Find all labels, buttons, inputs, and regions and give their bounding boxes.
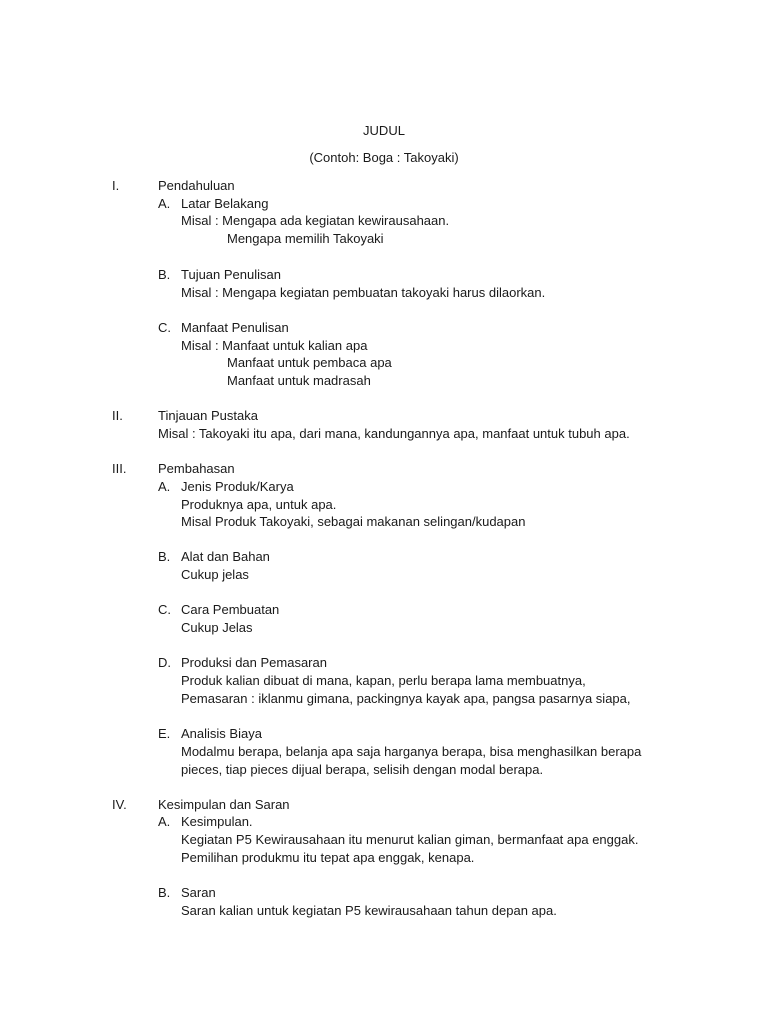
section-numeral: II. bbox=[112, 408, 123, 423]
body-line: Misal : Takoyaki itu apa, dari mana, kandungannya apa, manfaat untuk tubuh apa. bbox=[158, 426, 630, 441]
subsection-heading: Tujuan Penulisan bbox=[181, 267, 281, 282]
section-numeral: III. bbox=[112, 461, 127, 476]
subsection-letter: A. bbox=[158, 196, 171, 211]
subsection-letter: A. bbox=[158, 814, 171, 829]
body-line: Pemasaran : iklanmu gimana, packingnya kayak apa, pangsa pasarnya siapa, bbox=[181, 691, 631, 706]
section-heading: Kesimpulan dan Saran bbox=[158, 797, 290, 812]
subsection-heading: Saran bbox=[181, 885, 216, 900]
section-heading: Tinjauan Pustaka bbox=[158, 408, 258, 423]
body-line: Pemilihan produkmu itu tepat apa enggak, kenapa. bbox=[181, 850, 475, 865]
section-numeral: IV. bbox=[112, 797, 127, 812]
subsection-heading: Manfaat Penulisan bbox=[181, 320, 289, 335]
body-line: Mengapa memilih Takoyaki bbox=[227, 231, 384, 246]
body-line: Misal Produk Takoyaki, sebagai makanan selingan/kudapan bbox=[181, 514, 526, 529]
subsection-heading: Latar Belakang bbox=[181, 196, 269, 211]
subsection-letter: B. bbox=[158, 549, 171, 564]
body-line: Misal : Mengapa kegiatan pembuatan takoyaki harus dilaorkan. bbox=[181, 285, 546, 300]
body-line: Cukup Jelas bbox=[181, 620, 253, 635]
body-line: Misal : Mengapa ada kegiatan kewirausahaan. bbox=[181, 213, 450, 228]
body-line: Cukup jelas bbox=[181, 567, 249, 582]
subsection-heading: Analisis Biaya bbox=[181, 726, 262, 741]
section-heading: Pembahasan bbox=[158, 461, 235, 476]
section-heading: Pendahuluan bbox=[158, 178, 235, 193]
subsection-heading: Jenis Produk/Karya bbox=[181, 479, 294, 494]
subsection-letter: C. bbox=[158, 320, 171, 335]
body-line: Misal : Manfaat untuk kalian apa bbox=[181, 338, 368, 353]
subsection-letter: D. bbox=[158, 655, 171, 670]
document-subtitle: (Contoh: Boga : Takoyaki) bbox=[309, 150, 459, 165]
body-line: Manfaat untuk madrasah bbox=[227, 373, 371, 388]
document-title: JUDUL bbox=[363, 123, 405, 138]
subsection-letter: C. bbox=[158, 602, 171, 617]
body-line: Saran kalian untuk kegiatan P5 kewirausahaan tahun depan apa. bbox=[181, 903, 557, 918]
body-line: Modalmu berapa, belanja apa saja harganya berapa, bisa menghasilkan berapa bbox=[181, 744, 642, 759]
subsection-letter: E. bbox=[158, 726, 171, 741]
subsection-letter: B. bbox=[158, 885, 171, 900]
subsection-heading: Produksi dan Pemasaran bbox=[181, 655, 327, 670]
body-line: Produk kalian dibuat di mana, kapan, perlu berapa lama membuatnya, bbox=[181, 673, 586, 688]
subsection-heading: Kesimpulan. bbox=[181, 814, 253, 829]
subsection-heading: Cara Pembuatan bbox=[181, 602, 280, 617]
subsection-letter: A. bbox=[158, 479, 171, 494]
subsection-heading: Alat dan Bahan bbox=[181, 549, 270, 564]
section-numeral: I. bbox=[112, 178, 120, 193]
body-line: Produknya apa, untuk apa. bbox=[181, 497, 337, 512]
body-line: pieces, tiap pieces dijual berapa, selisih dengan modal berapa. bbox=[181, 762, 544, 777]
body-line: Kegiatan P5 Kewirausahaan itu menurut kalian giman, bermanfaat apa enggak. bbox=[181, 832, 639, 847]
body-line: Manfaat untuk pembaca apa bbox=[227, 355, 392, 370]
subsection-letter: B. bbox=[158, 267, 171, 282]
